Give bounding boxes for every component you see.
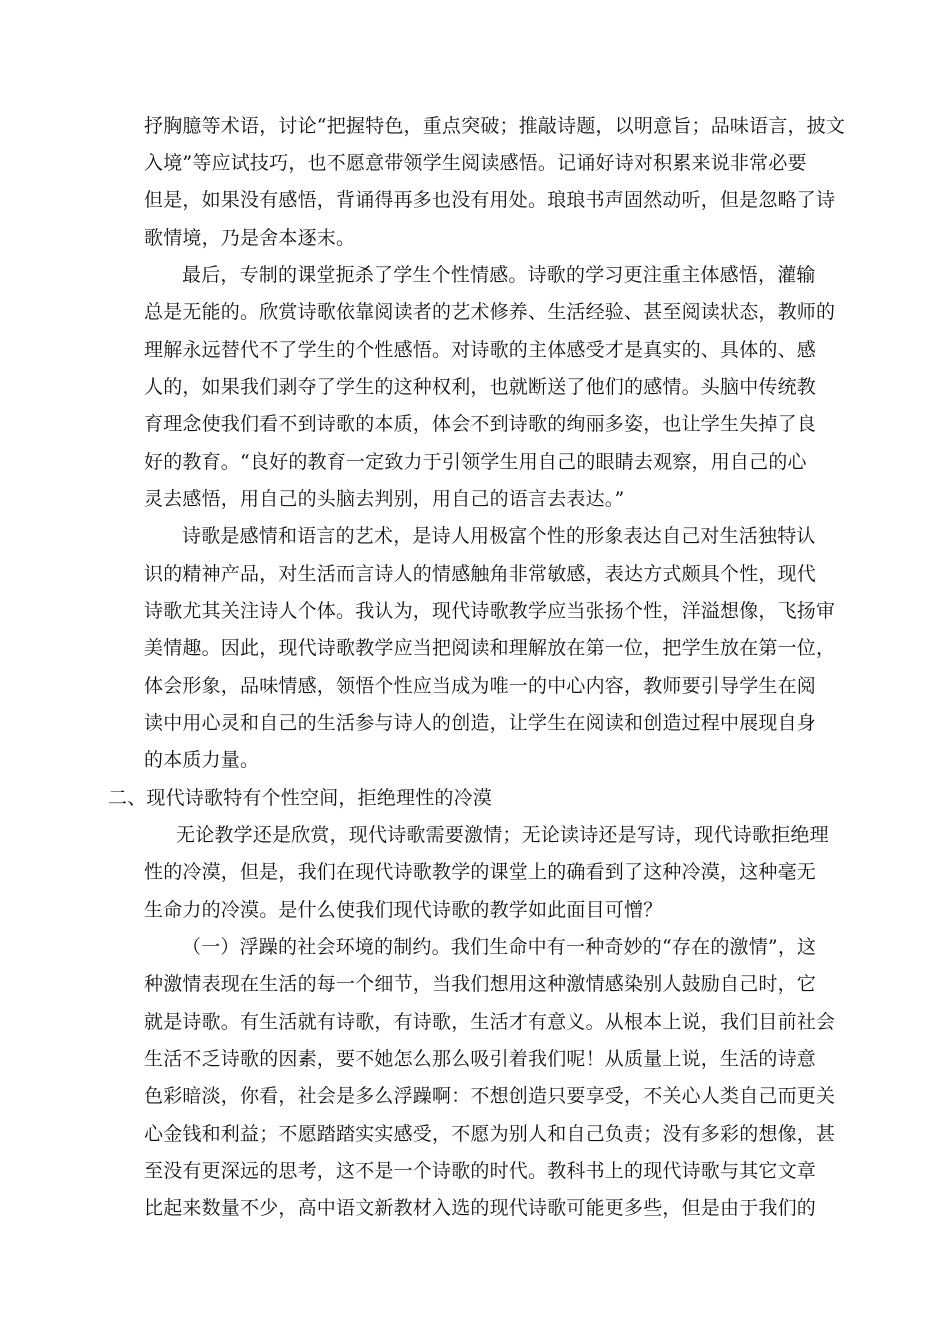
text-line: 歌情境，乃是舍本逐末。 <box>144 227 356 249</box>
text-line: 好的教育。“良好的教育一定致力于引领学生用自己的眼睛去观察，用自己的心 <box>144 451 807 473</box>
text-line: 理解永远替代不了学生的个性感悟。对诗歌的主体感受才是真实的、具体的、感 <box>144 339 817 361</box>
text-line: 诗歌尤其关注诗人个体。我认为，现代诗歌教学应当张扬个性，洋溢想像，飞扬审 <box>144 600 836 622</box>
text-line: 的本质力量。 <box>144 749 260 771</box>
text-line: 就是诗歌。有生活就有诗歌，有诗歌，生活才有意义。从根本上说，我们目前社会 <box>144 1011 836 1033</box>
text-line: 但是，如果没有感悟，背诵得再多也没有用处。琅琅书声固然动听，但是忽略了诗 <box>144 189 836 211</box>
text-line: 育理念使我们看不到诗歌的本质，体会不到诗歌的绚丽多姿，也让学生失掉了良 <box>144 413 817 435</box>
text-line: 识的精神产品，对生活而言诗人的情感触角非常敏感，表达方式颇具个性，现代 <box>144 563 817 585</box>
subsection-first-line: （一）浮躁的社会环境的制约。我们生命中有一种奇妙的“存在的激情”，这 <box>182 936 817 958</box>
paragraph-first-line: 无论教学还是欣赏，现代诗歌需要激情；无论读诗还是写诗，现代诗歌拒绝理 <box>176 824 829 846</box>
text-line: 体会形象，品味情感，领悟个性应当成为唯一的中心内容，教师要引导学生在阅 <box>144 675 817 697</box>
text-line: 色彩暗淡，你看，社会是多么浮躁啊：不想创造只要享受，不关心人类自己而更关 <box>144 1085 836 1107</box>
section-heading: 二、现代诗歌特有个性空间，拒绝理性的冷漠 <box>108 787 493 809</box>
text-line: 抒胸臆等术语，讨论“把握特色，重点突破；推敲诗题，以明意旨；品味语言，披文 <box>144 115 846 137</box>
text-line: 人的，如果我们剥夺了学生的这种权利，也就断送了他们的感情。头脑中传统教 <box>144 376 817 398</box>
text-line: 比起来数量不少，高中语文新教材入选的现代诗歌可能更多些，但是由于我们的 <box>144 1197 817 1219</box>
text-line: 心金钱和利益；不愿踏踏实实感受，不愿为别人和自己负责；没有多彩的想像，甚 <box>144 1123 836 1145</box>
text-line: 美情趣。因此，现代诗歌教学应当把阅读和理解放在第一位，把学生放在第一位， <box>144 637 836 659</box>
text-line: 性的冷漠，但是，我们在现代诗歌教学的课堂上的确看到了这种冷漠，这种毫无 <box>144 861 817 883</box>
paragraph-first-line: 最后，专制的课堂扼杀了学生个性情感。诗歌的学习更注重主体感悟，灌输 <box>182 264 816 286</box>
text-line: 种激情表现在生活的每一个细节，当我们想用这种激情感染别人鼓励自己时，它 <box>144 973 817 995</box>
text-line: 总是无能的。欣赏诗歌依靠阅读者的艺术修养、生活经验、甚至阅读状态，教师的 <box>144 301 836 323</box>
text-line: 灵去感悟，用自己的头脑去判别，用自己的语言去表达。” <box>144 488 625 510</box>
paragraph-first-line: 诗歌是感情和语言的艺术，是诗人用极富个性的形象表达自己对生活独特认 <box>182 525 816 547</box>
text-line: 至没有更深远的思考，这不是一个诗歌的时代。教科书上的现代诗歌与其它文章 <box>144 1160 817 1182</box>
text-line: 生活不乏诗歌的因素，要不她怎么那么吸引着我们呢！从质量上说，生活的诗意 <box>144 1048 817 1070</box>
text-line: 生命力的冷漠。是什么使我们现代诗歌的教学如此面目可憎？ <box>144 899 663 921</box>
text-line: 读中用心灵和自己的生活参与诗人的创造，让学生在阅读和创造过程中展现自身 <box>144 712 817 734</box>
text-line: 入境”等应试技巧，也不愿意带领学生阅读感悟。记诵好诗对积累来说非常必要 <box>144 152 807 174</box>
